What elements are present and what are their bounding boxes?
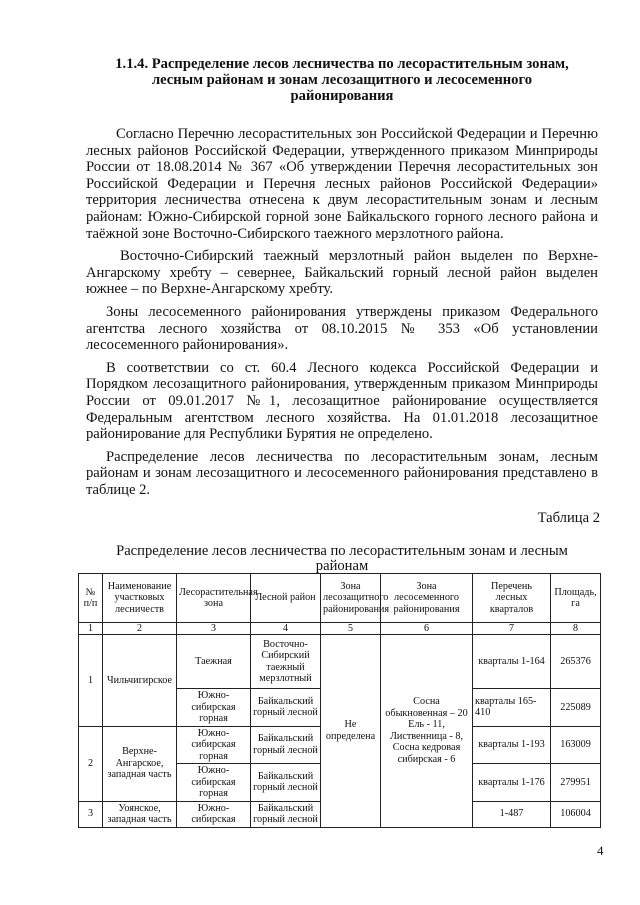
col-number: 7 xyxy=(473,623,551,635)
table-label: Таблица 2 xyxy=(537,510,600,526)
section-heading xyxy=(92,56,592,104)
col-number: 4 xyxy=(251,623,321,635)
heading-line-1: 1.1.4. Распределение лесов лесничества по лесорастительным зонам, xyxy=(115,56,569,72)
paragraph-5: Распределение лесов лесничества по лесорастительным зонам, лесным районам и зонам лесозащитного и лесосеменного районирования представлено в таблице 2. xyxy=(86,448,598,498)
heading-line-2: лесным районам и зонам лесозащитного и лесосеменного xyxy=(151,72,533,88)
forest-distribution-table xyxy=(78,573,601,828)
row-zone: Таежная xyxy=(177,635,251,689)
row-area: 265376 xyxy=(551,635,601,689)
paragraph-4: В соответствии со ст. 60.4 Лесного кодекса Российской Федерации и Порядком лесозащитного районирования, утвержденным приказом Минприроды России от 09.01.2017 №1, лесозащитное районирование осуществляется Федеральным агентством лесного хозяйства. На 01.01.2018 лесозащитное районирование для Республики Бурятия не определено. xyxy=(86,359,598,443)
header-zone: Лесорастительная зона xyxy=(177,574,251,623)
seed-zone-cell: Сосна обыкновенная – 20 Ель - 11, Лиственница - 8, Сосна кедровая сибирская - 6 xyxy=(381,635,473,828)
row-district: Байкальский горный лесной xyxy=(251,764,321,802)
paragraph-3: Зоны лесосеменного районирования утверждены приказом Федерального агентства лесного хозяйства от 08.10.2015 № 353 «Об установлении лесосеменного районирования». xyxy=(86,303,598,354)
body-text xyxy=(86,126,598,498)
col-number: 8 xyxy=(551,623,601,635)
heading-line-3: районирования xyxy=(290,88,394,104)
row-name: Уоянское, западная часть xyxy=(103,801,177,827)
row-num: 3 xyxy=(79,801,103,827)
row-zone: Южно-сибирская горная xyxy=(177,689,251,727)
row-district: Байкальский горный лесной xyxy=(251,726,321,764)
row-district: Восточно-Сибирский таежный мерзлотный xyxy=(251,635,321,689)
row-area: 163009 xyxy=(551,726,601,764)
col-number: 2 xyxy=(103,623,177,635)
row-quarters: кварталы 1-193 xyxy=(473,726,551,764)
paragraph-2: Восточно-Сибирский таежный мерзлотный район выделен по Верхне-Ангарскому хребту – севернее, Байкальский горный лесной район выделен южнее – по Верхне-Ангарскому хребту. xyxy=(86,248,598,298)
row-district: Байкальский горный лесной xyxy=(251,801,321,827)
col-number: 6 xyxy=(381,623,473,635)
header-protect: Зона лесозащитного районирования xyxy=(321,574,381,623)
page-number: 4 xyxy=(597,843,604,858)
col-number: 1 xyxy=(79,623,103,635)
row-quarters: кварталы 165-410 xyxy=(473,689,551,727)
row-num: 1 xyxy=(79,635,103,727)
table-caption xyxy=(86,544,598,574)
row-zone: Южно-сибирская горная xyxy=(177,764,251,802)
header-seed: Зона лесосеменного районирования xyxy=(381,574,473,623)
row-area: 106004 xyxy=(551,801,601,827)
row-area: 279951 xyxy=(551,764,601,802)
row-num: 2 xyxy=(79,726,103,801)
paragraph-1: Согласно Перечню лесорастительных зон Российской Федерации и Перечню лесных районов Российской Федерации, утвержденного приказом Минприроды России от 18.08.2014 № 367 «Об утверждении Перечня лесорастительных зон Российской Федерации и Перечня лесных районов Российской Федерации» территория лесничества отнесена к двум лесорастительным зонам и лесным районам: Южно-Сибирской горной зоне Байкальского горного лесного района и таёжной зоне Восточно-Сибирского таежного мерзлотного района. xyxy=(86,126,598,242)
column-number-row xyxy=(79,623,601,635)
row-area: 225089 xyxy=(551,689,601,727)
row-zone: Южно-сибирская xyxy=(177,801,251,827)
table-caption-line-1: Распределение лесов лесничества по лесорастительным зонам и лесным xyxy=(116,543,568,559)
row-district: Байкальский горный лесной xyxy=(251,689,321,727)
header-quarters: Перечень лесных кварталов xyxy=(473,574,551,623)
header-name: Наименование участковых лесничеств xyxy=(103,574,177,623)
table-header-row xyxy=(79,574,601,623)
protect-zone-cell: Не определена xyxy=(321,635,381,828)
header-num: № п/п xyxy=(79,574,103,623)
col-number: 5 xyxy=(321,623,381,635)
row-quarters: кварталы 1-164 xyxy=(473,635,551,689)
row-quarters: 1-487 xyxy=(473,801,551,827)
row-quarters: кварталы 1-176 xyxy=(473,764,551,802)
col-number: 3 xyxy=(177,623,251,635)
row-zone: Южно-сибирская горная xyxy=(177,726,251,764)
header-area: Площадь, га xyxy=(551,574,601,623)
header-district: Лесной район xyxy=(251,574,321,623)
row-name: Верхне-Ангарское, западная часть xyxy=(103,726,177,801)
table-row xyxy=(79,635,601,689)
row-name: Чильчигирское xyxy=(103,635,177,727)
table-caption-line-2: районам xyxy=(315,558,369,574)
